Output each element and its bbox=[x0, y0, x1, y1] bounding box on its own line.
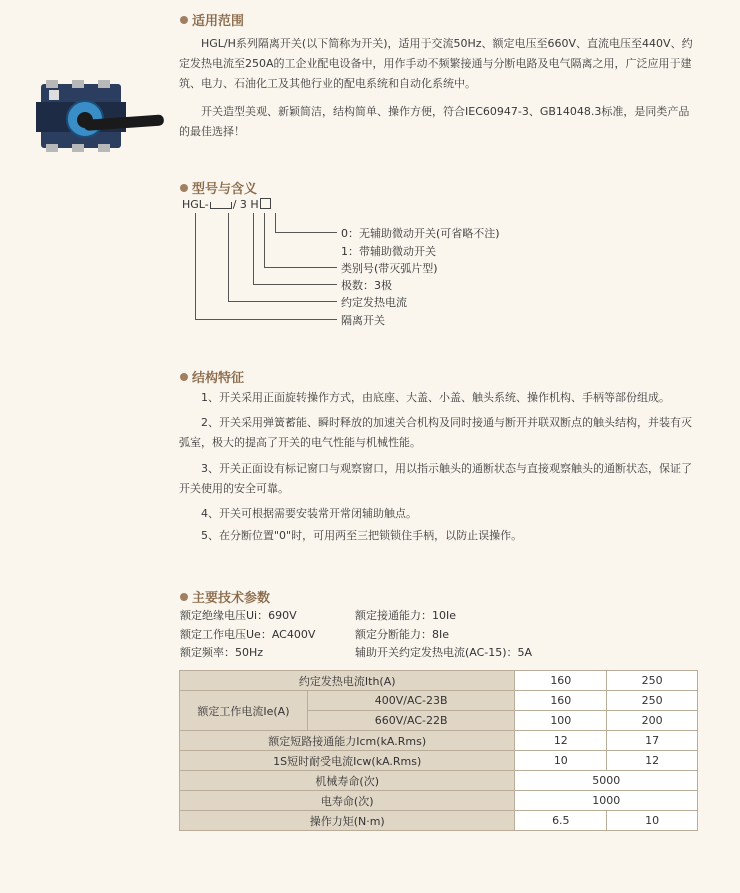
cell-value: 250 bbox=[607, 691, 698, 711]
tree-line bbox=[253, 284, 337, 285]
cell-value: 17 bbox=[607, 731, 698, 751]
row-label-elec: 电寿命(次) bbox=[180, 791, 515, 811]
terminal-shape bbox=[46, 144, 58, 152]
tree-line bbox=[195, 213, 196, 319]
structure-item-2: 2、开关采用弹簧蓄能、瞬时释放的加速关合机构及同时接通与断开并联双断点的触头结构，并装有灭弧室，极大的提高了开关的电气性能与机械性能。 bbox=[179, 416, 692, 449]
cell-value: 160 bbox=[515, 671, 607, 691]
terminal-shape bbox=[72, 144, 84, 152]
model-note: 类别号(带灭弧片型) bbox=[341, 262, 438, 275]
scope-paragraph-2: 开关造型美观、新颖简洁，结构简单、操作方便，符合IEC60947-3、GB14048.3标准，是同类产品的最佳选择！ bbox=[179, 105, 690, 138]
row-label-ie: 额定工作电流Ie(A) bbox=[180, 691, 308, 731]
row-label-icw: 1S短时耐受电流Icw(kA.Rms) bbox=[180, 751, 515, 771]
tree-line bbox=[228, 213, 229, 301]
model-note: 0：无辅助微动开关(可省略不注) bbox=[341, 227, 500, 240]
terminal-shape bbox=[46, 80, 58, 88]
blank-box-icon bbox=[260, 198, 271, 209]
param-insulation-voltage: 额定绝缘电压Ui：690V bbox=[180, 609, 297, 622]
row-sublabel: 400V/AC-23B bbox=[307, 691, 515, 711]
section-title-model: 型号与含义 bbox=[180, 178, 257, 197]
terminal-shape bbox=[98, 80, 110, 88]
cell-value: 12 bbox=[607, 751, 698, 771]
structure-item-5: 5、在分断位置"0"时，可用两至三把锁锁住手柄，以防止误操作。 bbox=[201, 529, 523, 542]
param-frequency: 额定频率：50Hz bbox=[180, 646, 264, 659]
row-label-mech: 机械寿命(次) bbox=[180, 771, 515, 791]
section-title-tech: 主要技术参数 bbox=[180, 587, 270, 606]
row-sublabel: 660V/AC-22B bbox=[307, 711, 515, 731]
tree-line bbox=[253, 213, 254, 284]
model-note: 1：带辅助微动开关 bbox=[341, 245, 436, 258]
model-code-mid: / 3 H bbox=[232, 198, 259, 211]
model-note: 约定发热电流 bbox=[341, 296, 407, 309]
bullet-icon bbox=[180, 373, 188, 381]
scope-paragraph-1: HGL/H系列隔离开关(以下简称为开关)，适用于交流50Hz、额定电压至660V、直流电压至440V、约定发热电流至250A的工企业配电设备中，用作手动不频繁接通与分断电路及电气隔离之用，广泛应用于建筑、电力、石油化工及其他行业的配电系统和自动化系统中。 bbox=[179, 37, 693, 90]
model-note: 极数：3极 bbox=[341, 279, 392, 292]
structure-item-4: 4、开关可根据需要安装常开常闭辅助触点。 bbox=[201, 507, 417, 520]
table-row bbox=[180, 791, 698, 811]
cell-value: 10 bbox=[515, 751, 607, 771]
bullet-icon bbox=[180, 593, 188, 601]
tree-line bbox=[264, 267, 337, 268]
structure-item-1: 1、开关采用正面旋转操作方式，由底座、大盖、小盖、触头系统、操作机构、手柄等部份组成。 bbox=[201, 391, 670, 404]
handle-hub-shape bbox=[77, 112, 93, 128]
cell-value: 160 bbox=[515, 691, 607, 711]
cell-value: 200 bbox=[607, 711, 698, 731]
cell-value: 1000 bbox=[515, 791, 698, 811]
table-row bbox=[180, 731, 698, 751]
cell-value: 12 bbox=[515, 731, 607, 751]
param-breaking-capacity: 额定分断能力：8Ie bbox=[355, 628, 450, 641]
section-title-structure: 结构特征 bbox=[180, 367, 244, 386]
tree-line bbox=[228, 301, 337, 302]
table-row bbox=[180, 671, 698, 691]
blank-box-icon bbox=[210, 202, 232, 209]
table-row bbox=[180, 771, 698, 791]
structure-item-3: 3、开关正面设有标记窗口与观察窗口，用以指示触头的通断状态与直接观察触头的通断状态，保证了开关使用的安全可靠。 bbox=[179, 462, 692, 495]
param-making-capacity: 额定接通能力：10Ie bbox=[355, 609, 457, 622]
table-row bbox=[180, 811, 698, 831]
table-row bbox=[180, 691, 698, 711]
label-window-shape bbox=[49, 90, 59, 100]
cell-value: 6.5 bbox=[515, 811, 607, 831]
row-label-ith: 约定发热电流Ith(A) bbox=[180, 671, 515, 691]
spec-table bbox=[179, 670, 698, 831]
terminal-shape bbox=[72, 80, 84, 88]
param-aux-current: 辅助开关约定发热电流(AC-15)：5A bbox=[355, 646, 533, 659]
section-title-scope: 适用范围 bbox=[180, 10, 244, 29]
bullet-icon bbox=[180, 16, 188, 24]
tree-line bbox=[264, 213, 265, 267]
row-label-torque: 操作力矩(N·m) bbox=[180, 811, 515, 831]
tree-line bbox=[275, 232, 337, 233]
row-label-icm: 额定短路接通能力Icm(kA.Rms) bbox=[180, 731, 515, 751]
bullet-icon bbox=[180, 184, 188, 192]
model-note: 隔离开关 bbox=[341, 314, 385, 327]
cell-value: 250 bbox=[607, 671, 698, 691]
model-code-prefix: HGL- bbox=[182, 198, 209, 211]
table-row bbox=[180, 751, 698, 771]
model-code bbox=[182, 198, 271, 211]
cell-value: 100 bbox=[515, 711, 607, 731]
param-working-voltage: 额定工作电压Ue：AC400V bbox=[180, 628, 316, 641]
terminal-shape bbox=[98, 144, 110, 152]
cell-value: 10 bbox=[607, 811, 698, 831]
tree-line bbox=[195, 319, 337, 320]
tree-line bbox=[275, 213, 276, 232]
cell-value: 5000 bbox=[515, 771, 698, 791]
